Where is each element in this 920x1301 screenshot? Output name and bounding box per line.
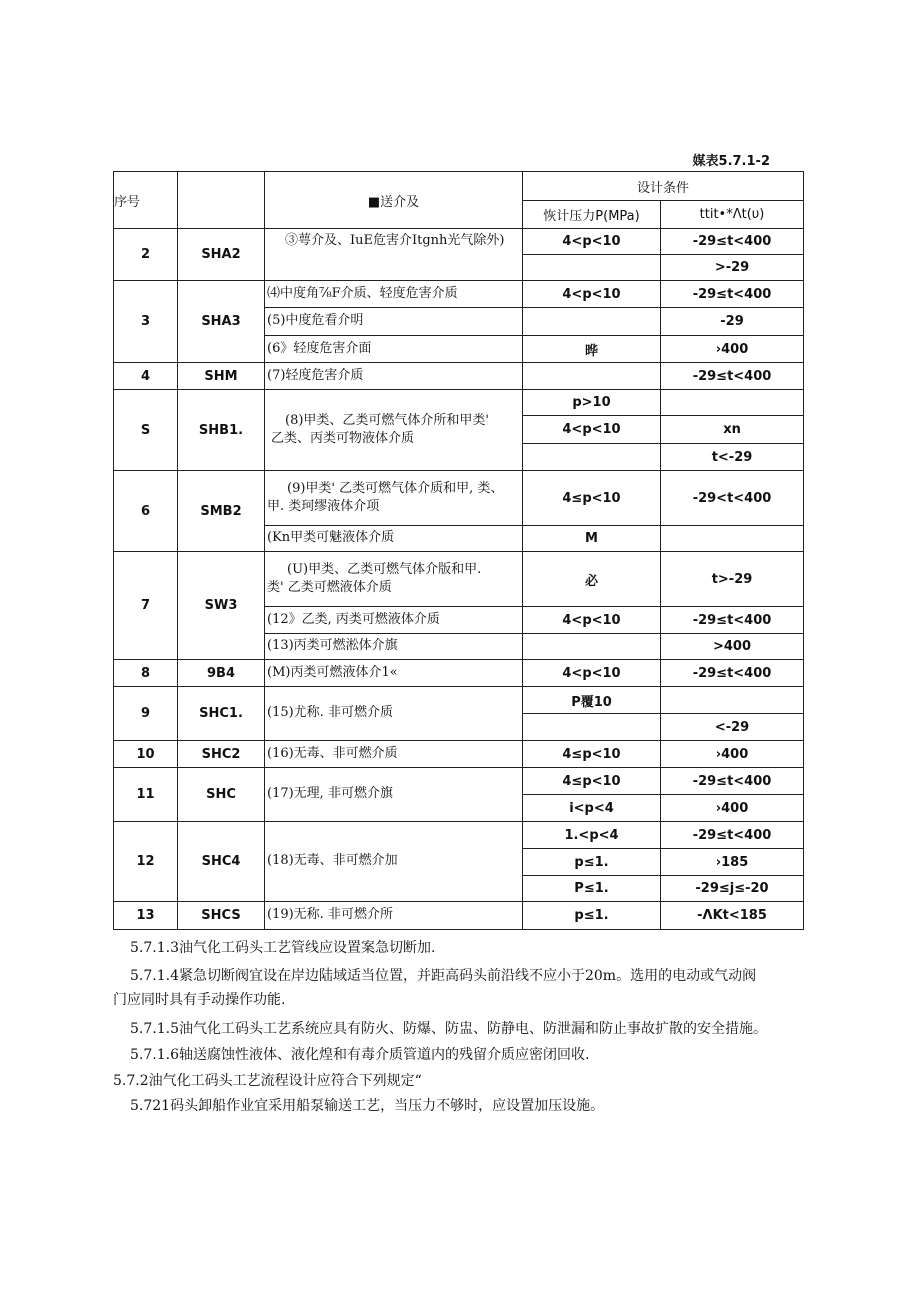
row-seq: 13 <box>114 902 178 930</box>
row-temperature: >400 <box>661 634 804 660</box>
header-medium: ■送介及 <box>265 172 523 229</box>
row-seq: 7 <box>114 552 178 660</box>
row-pressure: 必 <box>523 552 661 607</box>
header-seq: 序号 <box>114 172 178 229</box>
row-medium: (19)无称. 非可燃介所 <box>265 902 523 930</box>
row-seq: 11 <box>114 768 178 822</box>
row-code: SHCS <box>178 902 265 930</box>
row-temperature: -29≤t<400 <box>661 607 804 634</box>
header-temperature: ttit•*Λt(υ) <box>661 201 804 229</box>
row-medium: (13)丙类可燃淞体介旗 <box>265 634 523 660</box>
pipe-classification-table <box>113 171 804 930</box>
row-pressure: 4<p<10 <box>523 416 661 444</box>
row-temperature: ›400 <box>661 741 804 768</box>
row-temperature: -ΛKt<185 <box>661 902 804 930</box>
row-temperature: -29≤t<400 <box>661 229 804 255</box>
row-pressure <box>523 308 661 336</box>
row-pressure: 1.<p<4 <box>523 822 661 849</box>
row-pressure <box>523 714 661 741</box>
row-seq: S <box>114 390 178 471</box>
row-pressure: 4<p<10 <box>523 229 661 255</box>
row-medium <box>265 390 523 471</box>
row-medium: ⑷中度角⅞F介质、轻度危害介质 <box>265 281 523 308</box>
row-temperature: -29≤t<400 <box>661 768 804 795</box>
row-temperature: -29 <box>661 308 804 336</box>
row-medium: (M)丙类可燃液体介1« <box>265 660 523 687</box>
row-pressure: 4≤p<10 <box>523 741 661 768</box>
row-pressure: 晔 <box>523 336 661 363</box>
row-code: 9B4 <box>178 660 265 687</box>
row-temperature: >-29 <box>661 255 804 281</box>
row-code: SHB1. <box>178 390 265 471</box>
row-pressure: 4<p<10 <box>523 660 661 687</box>
row-pressure: 4<p<10 <box>523 281 661 308</box>
row-medium: (Kn甲类可魅液体介质 <box>265 526 523 552</box>
row-temperature: -29≤t<400 <box>661 363 804 390</box>
paragraph-5-7-1-3: 5.7.1.3油气化工码头工艺管线应设置案急切断加. <box>130 940 436 956</box>
row-temperature: t<-29 <box>661 444 804 471</box>
row-seq: 9 <box>114 687 178 741</box>
row-medium: (7)轻度危害介质 <box>265 363 523 390</box>
row-temperature: t>-29 <box>661 552 804 607</box>
row-temperature: -29≤t<400 <box>661 660 804 687</box>
row-medium <box>265 552 523 607</box>
row-code: SHC4 <box>178 822 265 902</box>
row-medium: (18)无毒、非可燃介加 <box>265 822 523 902</box>
paragraph-5-7-2-1: 5.721码头卸船作业宜采用船泵输送工艺，当压力不够时，应设置加压设施。 <box>130 1098 605 1114</box>
row-temperature: ›185 <box>661 849 804 876</box>
row-pressure <box>523 255 661 281</box>
row-medium-line: (8)甲类、乙类可燃气体介所和甲类' <box>285 413 489 429</box>
row-medium: (12》乙类, 丙类可燃液体介质 <box>265 607 523 634</box>
row-temperature: -29≤t<400 <box>661 822 804 849</box>
paragraph-5-7-1-4: 5.7.1.4紧急切断阀宜设在岸边陆域适当位置，并距高码头前沿线不应小于20m。选用的电动或气动阀 <box>130 968 757 984</box>
row-temperature: ›400 <box>661 795 804 822</box>
row-temperature: ›400 <box>661 336 804 363</box>
row-temperature: -29≤j≤-20 <box>661 876 804 902</box>
row-seq: 8 <box>114 660 178 687</box>
row-code: SHC <box>178 768 265 822</box>
row-code: SHA3 <box>178 281 265 363</box>
row-code: SHA2 <box>178 229 265 281</box>
paragraph-5-7-1-5: 5.7.1.5油气化工码头工艺系统应具有防火、防爆、防盅、防静电、防泄漏和防止事故扩散的安全措施。 <box>130 1021 767 1037</box>
row-medium: ③萼介及、IuE危害介Itgnh光气除外) <box>265 229 523 281</box>
row-code: SHC2 <box>178 741 265 768</box>
paragraph-5-7-2: 5.7.2油气化工码头工艺流程设计应符合下列规定“ <box>113 1073 422 1089</box>
row-pressure: 4≤p<10 <box>523 471 661 526</box>
row-temperature <box>661 390 804 416</box>
row-pressure <box>523 634 661 660</box>
row-pressure: 4<p<10 <box>523 607 661 634</box>
row-seq: 6 <box>114 471 178 552</box>
row-pressure: p≤1. <box>523 849 661 876</box>
row-medium: (6》轻度危害介面 <box>265 336 523 363</box>
row-code: SW3 <box>178 552 265 660</box>
row-pressure: p≤1. <box>523 902 661 930</box>
row-code: SHM <box>178 363 265 390</box>
row-pressure: i<p<4 <box>523 795 661 822</box>
row-medium: (5)中度危看介明 <box>265 308 523 336</box>
table-caption: 媒表5.7.1-2 <box>692 154 770 169</box>
row-seq: 3 <box>114 281 178 363</box>
row-code: SMB2 <box>178 471 265 552</box>
row-pressure: P≤1. <box>523 876 661 902</box>
row-seq: 12 <box>114 822 178 902</box>
row-temperature <box>661 687 804 714</box>
row-pressure: P覆10 <box>523 687 661 714</box>
header-pressure: 恢计压力P(MPa) <box>523 201 661 229</box>
row-temperature: <-29 <box>661 714 804 741</box>
row-medium: (17)无理, 非可燃介旗 <box>265 768 523 822</box>
row-medium-line: 甲. 类珂缪液体介项 <box>267 499 380 514</box>
paragraph-5-7-1-4-cont: 门应同时具有手动操作功能. <box>113 992 286 1008</box>
row-temperature <box>661 526 804 552</box>
row-pressure: p>10 <box>523 390 661 416</box>
header-design-conditions: 设计条件 <box>523 172 804 201</box>
row-medium: (15)尤称. 非可燃介质 <box>265 687 523 741</box>
row-medium <box>265 471 523 526</box>
row-medium-line: 乙类、丙类可物液体介质 <box>271 431 415 446</box>
row-medium-line: (U)甲类、乙类可燃气体介版和甲. <box>287 561 482 577</box>
row-seq: 2 <box>114 229 178 281</box>
row-temperature: xn <box>661 416 804 444</box>
row-temperature: -29≤t<400 <box>661 281 804 308</box>
row-pressure: 4≤p<10 <box>523 768 661 795</box>
row-pressure: M <box>523 526 661 552</box>
row-pressure <box>523 444 661 471</box>
row-code: SHC1. <box>178 687 265 741</box>
row-medium: (16)无毒、非可燃介质 <box>265 741 523 768</box>
row-medium-line: 类' 乙类可燃液体介质 <box>267 580 392 595</box>
row-seq: 10 <box>114 741 178 768</box>
row-medium-line: (9)甲类' 乙类可燃气体介质和甲, 类、 <box>287 480 504 496</box>
paragraph-5-7-1-6: 5.7.1.6轴送腐蚀性液体、液化煌和有毒介质管道内的残留介质应密闭回收. <box>130 1047 590 1063</box>
row-pressure <box>523 363 661 390</box>
header-code <box>178 172 265 229</box>
row-seq: 4 <box>114 363 178 390</box>
row-temperature: -29<t<400 <box>661 471 804 526</box>
